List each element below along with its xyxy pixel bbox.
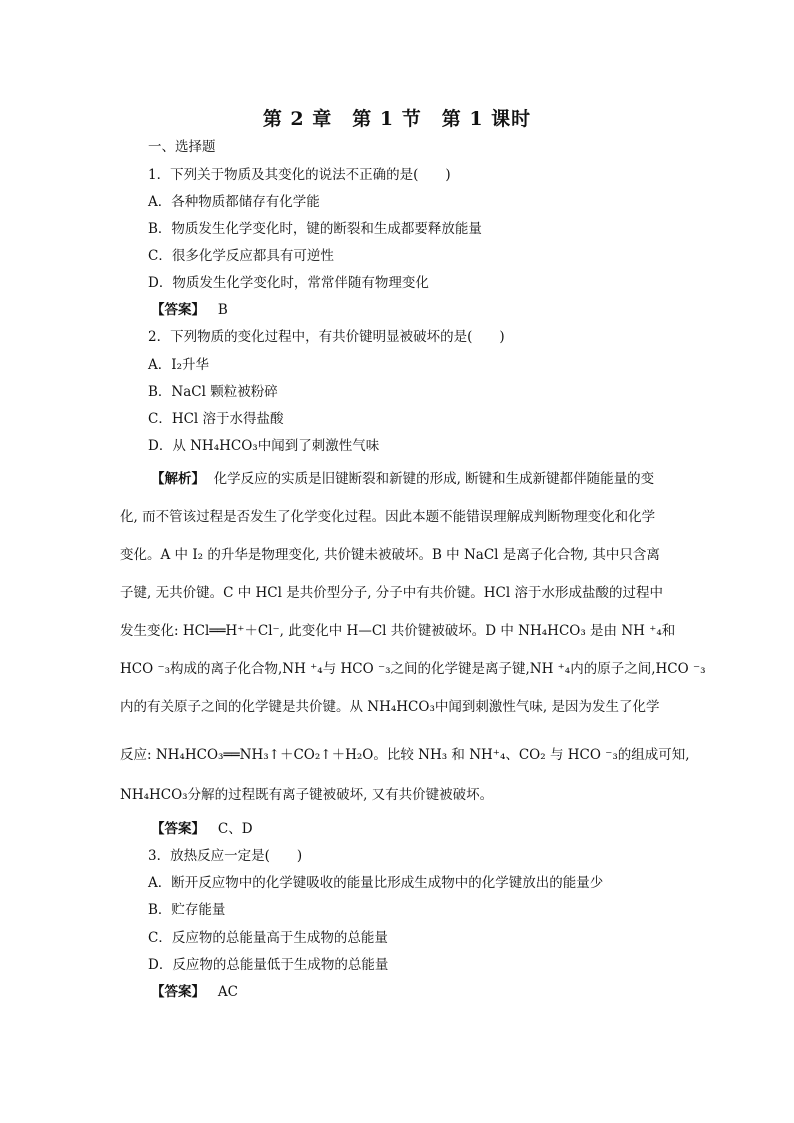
section-heading: 一、选择题 xyxy=(148,139,216,155)
q3-answer: AC xyxy=(217,984,238,1000)
q2-stem: 2．下列物质的变化过程中，有共价键明显被破坏的是( ) xyxy=(148,329,505,345)
q2-analysis-line-9: NH₄HCO₃分解的过程既有离子键被破坏, 又有共价键被破坏。 xyxy=(120,787,494,803)
q2-analysis-line-4: 子键, 无共价键。C 中 HCl 是共价型分子, 分子中有共价键。HCl 溶于水形成盐酸的过程中 xyxy=(120,585,663,601)
q1-stem: 1．下列关于物质及其变化的说法不正确的是( ) xyxy=(148,167,451,183)
q2-option-c: C．HCl 溶于水得盐酸 xyxy=(148,411,284,427)
page-title: 第 2 章 第 1 节 第 1 课时 xyxy=(262,108,532,130)
q1-option-a: A．各种物质都储存有化学能 xyxy=(148,194,320,210)
q3-answer-line xyxy=(151,983,238,1001)
analysis-tag: 【解析】 xyxy=(151,471,205,487)
q2-analysis-line-8: 反应: NH₄HCO₃══NH₃↑＋CO₂↑＋H₂O。比较 NH₃ 和 NH⁺₄、CO₂ 与 HCO ⁻₃的组成可知, xyxy=(120,747,690,763)
answer-tag: 【答案】 xyxy=(151,984,205,1000)
q3-option-d: D．反应物的总能量低于生成物的总能量 xyxy=(148,957,389,973)
q2-option-b: B．NaCl 颗粒被粉碎 xyxy=(148,384,278,400)
q1-answer-line xyxy=(151,301,228,319)
q1-option-d: D．物质发生化学变化时，常常伴随有物理变化 xyxy=(148,275,429,291)
q1-option-c: C．很多化学反应都具有可逆性 xyxy=(148,248,334,264)
q2-answer: C、D xyxy=(217,821,253,837)
q2-option-d: D．从 NH₄HCO₃中闻到了刺激性气味 xyxy=(148,438,380,454)
q2-option-a: A．I₂升华 xyxy=(148,357,209,373)
q3-stem: 3．放热反应一定是( ) xyxy=(148,848,303,864)
q2-analysis-line-7: 内的有关原子之间的化学键是共价键。从 NH₄HCO₃中闻到刺激性气味, 是因为发生了化学 xyxy=(120,699,660,715)
answer-tag: 【答案】 xyxy=(151,302,205,318)
q3-option-c: C．反应物的总能量高于生成物的总能量 xyxy=(148,930,388,946)
q1-option-b: B．物质发生化学变化时，键的断裂和生成都要释放能量 xyxy=(148,221,482,237)
q2-analysis-line-3: 变化。A 中 I₂ 的升华是物理变化, 共价键未被破坏。B 中 NaCl 是离子化合物, 其中只含离 xyxy=(120,547,660,563)
q2-analysis-line-6: HCO ⁻₃构成的离子化合物,NH ⁺₄与 HCO ⁻₃之间的化学键是离子键,NH ⁺₄内的原子之间,HCO ⁻₃ xyxy=(120,661,706,677)
q2-analysis-line-1 xyxy=(151,470,676,488)
q1-answer: B xyxy=(217,302,228,318)
answer-tag: 【答案】 xyxy=(151,821,205,837)
q2-analysis-line-2: 化, 而不管该过程是否发生了化学变化过程。因此本题不能错误理解成判断物理变化和化学 xyxy=(120,509,656,525)
q3-option-a: A．断开反应物中的化学键吸收的能量比形成生成物中的化学键放出的能量少 xyxy=(148,875,604,891)
q3-option-b: B．贮存能量 xyxy=(148,902,226,918)
q2-analysis-line-5: 发生变化: HCl══H⁺＋Cl⁻, 此变化中 H—Cl 共价键被破坏。D 中 NH₄HCO₃ 是由 NH ⁺₄和 xyxy=(120,623,676,639)
analysis-text: 化学反应的实质是旧键断裂和新键的形成, 断键和生成新键都伴随能量的变 xyxy=(213,471,655,487)
q2-answer-line xyxy=(151,820,253,838)
